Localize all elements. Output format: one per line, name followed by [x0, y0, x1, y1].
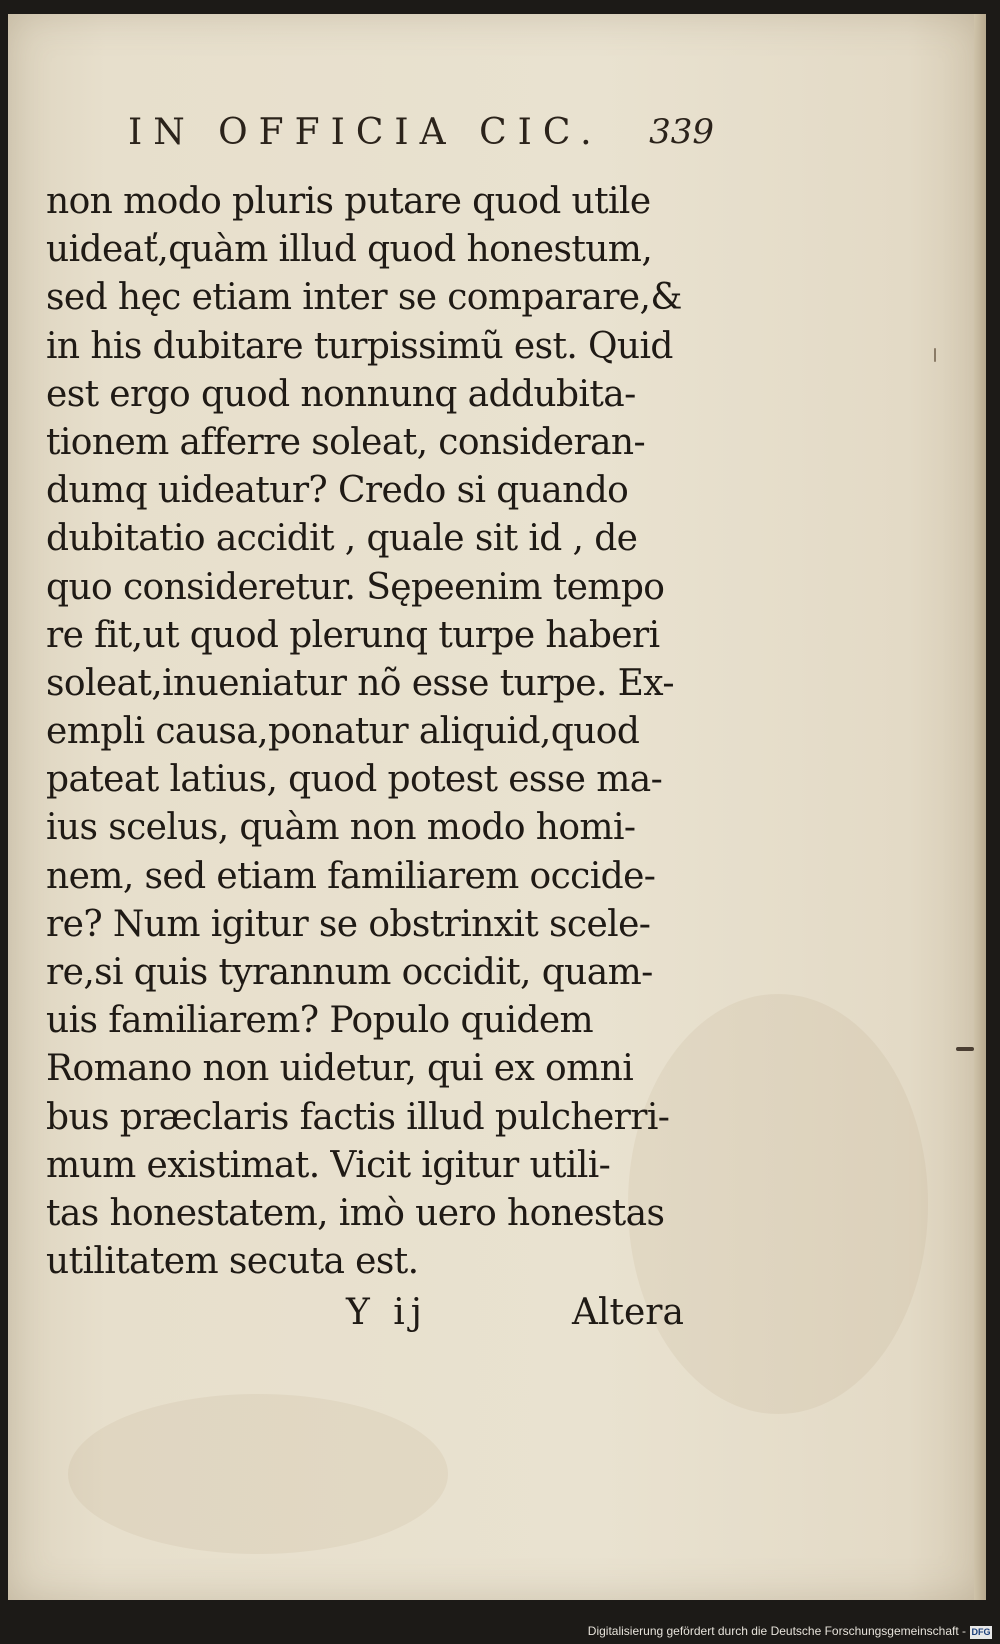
signature-mark: Y ij	[346, 1292, 428, 1333]
text-line: dumq uideatur? Credo si quando	[46, 470, 629, 512]
running-title: IN OFFICIA CIC.	[128, 112, 603, 153]
margin-mark	[956, 1047, 974, 1051]
text-line: re? Num igitur se obstrinxit scele-	[46, 903, 651, 945]
digitization-credit: Digitalisierung gefördert durch die Deutsche Forschungsgemeinschaft -	[587, 1624, 966, 1638]
text-line: est ergo quod nonnunq addubita-	[46, 373, 636, 415]
text-line: in his dubitare turpissimũ est. Quid	[46, 325, 673, 367]
text-line: Romano non uidetur, qui ex omni	[46, 1048, 634, 1090]
text-line: re fit,ut quod plerunq turpe haberi	[46, 614, 660, 656]
text-line: uideať,quàm illud quod honestum,	[46, 229, 653, 271]
text-line: mum existimat. Vicit igitur utili-	[46, 1144, 611, 1186]
text-line: quo consideretur. Sępeenim tempo	[46, 566, 665, 608]
text-line: empli causa,ponatur aliquid,quod	[46, 711, 640, 753]
main-text-block	[46, 178, 726, 1286]
text-line: nem, sed etiam familiarem occide-	[46, 855, 656, 897]
text-line: bus præclaris factis illud pulcherri-	[46, 1096, 670, 1138]
text-line: uis familiarem? Populo quidem	[46, 1000, 594, 1042]
text-line: tionem afferre soleat, consideran-	[46, 421, 646, 463]
text-line: utilitatem secuta est.	[46, 1241, 419, 1283]
paper-stain	[68, 1394, 448, 1554]
page-number: 339	[649, 112, 714, 152]
page-edge	[974, 14, 986, 1600]
text-line: ius scelus, quàm non modo homi-	[46, 807, 636, 849]
margin-mark	[934, 348, 936, 362]
text-line: soleat,inueniatur nõ esse turpe. Ex-	[46, 662, 674, 704]
text-line: re,si quis tyrannum occidit, quam-	[46, 952, 653, 993]
text-line: sed hęc etiam inter se comparare,&	[46, 277, 682, 319]
page-footer	[0, 1292, 1000, 1342]
dfg-logo: DFG	[971, 1627, 991, 1637]
text-line: dubitatio accidit , quale sit id , de	[46, 518, 638, 560]
text-line: non modo pluris putare quod utile	[46, 181, 651, 222]
text-line: tas honestatem, imò uero honestas	[46, 1192, 665, 1234]
running-header	[128, 112, 718, 168]
text-line: pateat latius, quod potest esse ma-	[46, 759, 663, 801]
catchword: Altera	[572, 1292, 684, 1333]
